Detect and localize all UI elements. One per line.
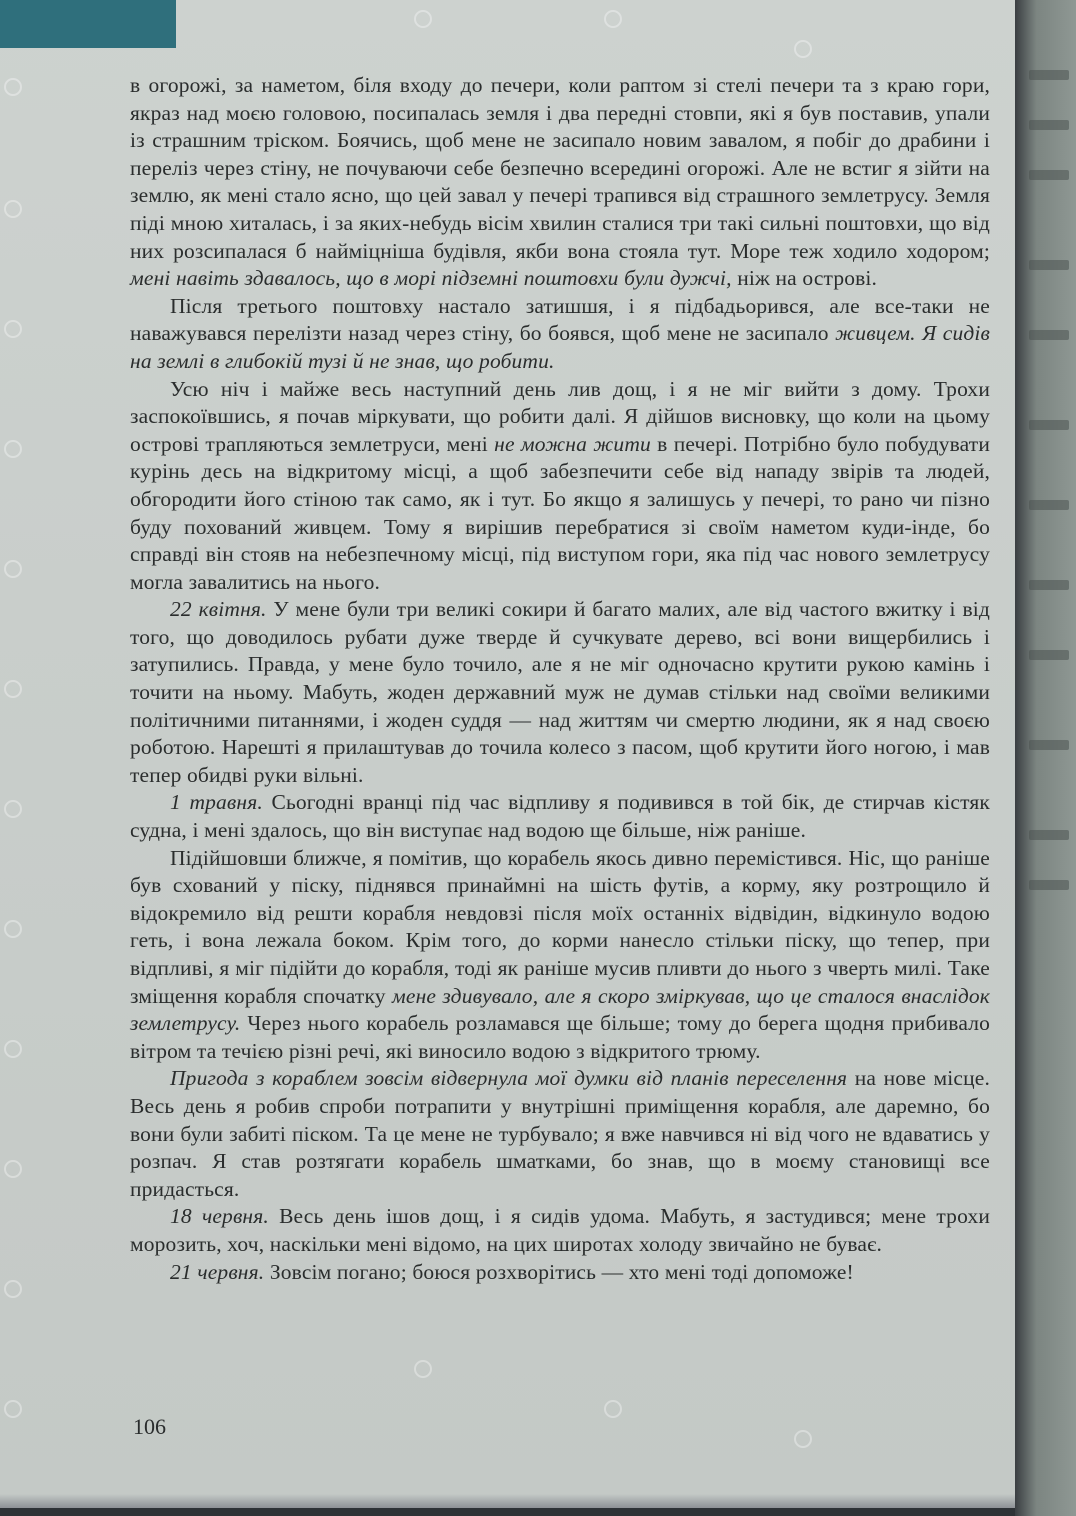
ghost-text-line [1029,580,1069,590]
watermark-logo [0,560,26,578]
page-number: 106 [133,1414,166,1439]
watermark-logo [790,1430,816,1448]
watermark-logo [600,1400,626,1418]
ghost-text-line [1029,330,1069,340]
ghost-text-line [1029,120,1069,130]
paragraph: Після третього поштовху настало затишшя, і я підбадьорився, але все-таки не наважувався перелізти назад через стіну, бо боявся, щоб мене не засипало живцем. Я сидів на землі в глибокій тузі й не знав, що робити. [130,293,991,373]
paragraph: Пригода з кораблем зовсім відвернула мої думки від планів переселення на нове місце. Весь день я робив спроби потрапити у внутрішні приміщення корабля, але даремно, бо вони були забиті піском. Та це мене не турбувало; я вже навчився ні від чого не вдаватись у розпач. Я став розтягати корабель шматками, бо знав, що в моєму становищі все придасться. [130,1066,990,1201]
page-bottom-shadow [0,1494,1052,1508]
paragraph: Підійшовши ближче, я помітив, що корабель якось дивно перемістився. Ніс, що раніше був схований у піску, піднявся принаймні на шість футів, а корму, яку розтрощило й відокремило від решти корабля невдовзі після моїх останніх відвідин, відкинуло водою геть, і вона лежала боком. Крім того, до корми нанесло стільки піску, що тепер, при відпливі, я міг підійти до корабля, тоді як раніше мусив пливти до нього з чверть милі. Таке зміщення корабля спочатку мене здивувало, але я скоро зміркував, що це сталося внаслідок землетрусу. Через нього корабель розламався ще більше; тому до берега щодня прибивало вітром та течією різні речі, які виносило водою з відкритого трюму. [130,845,990,1063]
body-text [130,72,990,1286]
watermark-logo [0,78,26,96]
diary-entry: 22 квітня. У мене були три великі сокири й багато малих, але від частого вжитку і від того, що доводилось рубати дуже тверде й сучкувате дерево, всі вони вищербились і затупились. Правда, у мене було точило, але я не міг одночасно крутити рукою камінь і точити на ньому. Мабуть, жоден державний муж не думав стільки над своїми великими політичними питаннями, і жоден суддя — над життям чи смертю людини, як я над своєю роботою. Нарешті я прилаштував до точила колесо з пасом, щоб крутити його ногою, і мав тепер обидві руки вільні. [130,597,990,787]
ghost-text-line [1029,260,1069,270]
ghost-text-line [1029,500,1069,510]
watermark-logo [790,40,816,58]
adjacent-page-edge [1015,0,1076,1516]
watermark-logo [0,1040,26,1058]
watermark-logo [410,1360,436,1378]
ghost-text-line [1029,650,1069,660]
watermark-logo [0,440,26,458]
watermark-logo [410,10,436,28]
ghost-text-line [1029,70,1069,80]
ghost-text-line [1029,170,1069,180]
corner-color-band [0,0,176,48]
watermark-logo [0,1160,26,1178]
watermark-logo [0,320,26,338]
watermark-logo [600,10,626,28]
paragraph: в огорожі, за наметом, біля входу до печери, коли раптом зі стелі печери та з краю гори, якраз над моєю головою, посипалась земля і два передні стовпи, які я був поставив, упали із страшним тріском. Боячись, щоб мене не засипало новим завалом, я побіг до драбини і переліз через стіну, не почуваючи себе безпечно всередині огорожі. Але не встиг я зійти на землю, як мені стало ясно, що цей завал у печері трапився від страшного землетрусу. Земля піді мною хиталась, і за яких-небудь вісім хвилин сталися три такі сильні поштовхи, що від них розсипалася б найміцніша будівля, якби вона стояла тут. Море теж ходило ходором; мені навіть здавалось, що в морі підземні поштовхи були дужчі, ніж на острові. [130,73,990,291]
ghost-text-line [1029,420,1069,430]
diary-entry: 18 червня. Весь день ішов дощ, і я сидів удома. Мабуть, я застудився; мене трохи морозить, хоч, наскільки мені відомо, на цих широтах холоду звичайно не буває. [130,1204,991,1256]
watermark-logo [0,200,26,218]
watermark-logo [0,1280,26,1298]
ghost-text-line [1029,830,1069,840]
watermark-logo [0,800,26,818]
watermark-logo [0,680,26,698]
diary-entry: 1 травня. Сьогодні вранці під час відпливу я подивився в той бік, де стирчав кістяк судна, і мені здалось, що він виступає над водою ще більше, ніж раніше. [130,790,990,843]
diary-entry: 21 червня. Зовсім погано; боюся розхворітись — хто мені тоді допоможе! [170,1259,854,1284]
ghost-text-line [1029,740,1069,750]
paragraph: Усю ніч і майже весь наступний день лив дощ, і я не міг вийти з дому. Трохи заспокоївшись, я почав міркувати, що робити далі. Я дійшов висновку, що коли на цьому острові трапляються землетруси, мені не можна жити в печері. Потрібно було побудувати курінь десь на відкритому місці, а щоб забезпечити себе від нападу звірів та людей, обгородити його стіною так само, як і тут. Бо якщо я залишусь у печері, то рано чи пізно буду похований живцем. Тому я вирішив перебратися зі своїм наметом куди-інде, бо справді він стояв на небезпечному місці, під виступом гори, яка під час нового землетрусу могла завалитись на нього. [130,376,991,594]
watermark-logo [0,920,26,938]
ghost-text-line [1029,880,1069,890]
watermark-logo [0,1400,26,1418]
